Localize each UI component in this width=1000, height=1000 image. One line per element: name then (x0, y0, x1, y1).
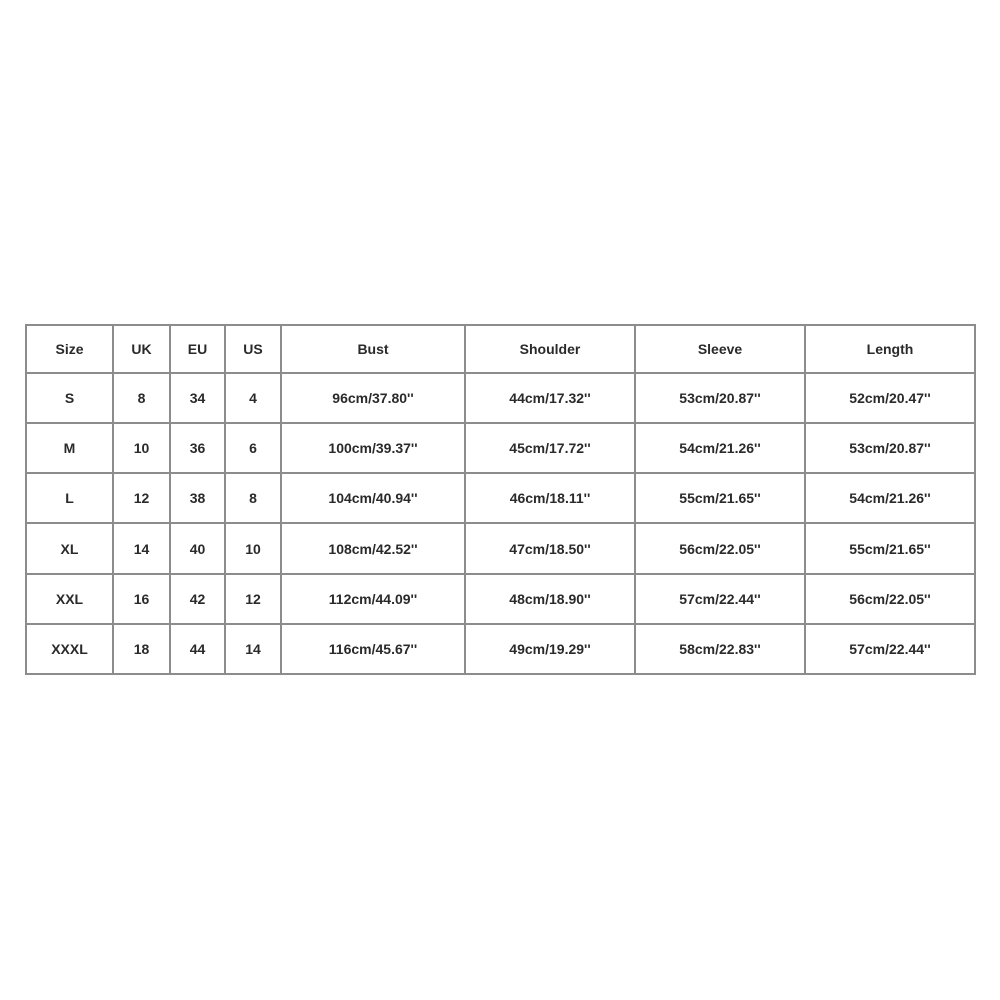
cell-shoulder: 47cm/18.50'' (465, 523, 635, 573)
header-eu: EU (170, 325, 225, 373)
header-shoulder: Shoulder (465, 325, 635, 373)
header-size: Size (26, 325, 113, 373)
cell-us: 6 (225, 423, 281, 473)
cell-shoulder: 46cm/18.11'' (465, 473, 635, 523)
cell-length: 52cm/20.47'' (805, 373, 975, 423)
cell-eu: 34 (170, 373, 225, 423)
cell-us: 8 (225, 473, 281, 523)
cell-uk: 14 (113, 523, 170, 573)
cell-shoulder: 45cm/17.72'' (465, 423, 635, 473)
cell-sleeve: 56cm/22.05'' (635, 523, 805, 573)
header-uk: UK (113, 325, 170, 373)
cell-us: 10 (225, 523, 281, 573)
cell-length: 55cm/21.65'' (805, 523, 975, 573)
cell-size: XXL (26, 574, 113, 624)
table-row (26, 624, 975, 674)
cell-bust: 116cm/45.67'' (281, 624, 465, 674)
cell-bust: 100cm/39.37'' (281, 423, 465, 473)
cell-us: 12 (225, 574, 281, 624)
cell-eu: 42 (170, 574, 225, 624)
cell-size: S (26, 373, 113, 423)
header-length: Length (805, 325, 975, 373)
cell-us: 4 (225, 373, 281, 423)
cell-size: XXXL (26, 624, 113, 674)
cell-eu: 38 (170, 473, 225, 523)
cell-length: 56cm/22.05'' (805, 574, 975, 624)
cell-sleeve: 58cm/22.83'' (635, 624, 805, 674)
cell-uk: 8 (113, 373, 170, 423)
cell-uk: 12 (113, 473, 170, 523)
cell-size: L (26, 473, 113, 523)
cell-uk: 16 (113, 574, 170, 624)
cell-eu: 44 (170, 624, 225, 674)
size-chart-table (25, 324, 976, 675)
cell-size: M (26, 423, 113, 473)
header-us: US (225, 325, 281, 373)
table-row (26, 373, 975, 423)
table-row (26, 523, 975, 573)
cell-shoulder: 49cm/19.29'' (465, 624, 635, 674)
cell-length: 57cm/22.44'' (805, 624, 975, 674)
cell-bust: 104cm/40.94'' (281, 473, 465, 523)
cell-shoulder: 48cm/18.90'' (465, 574, 635, 624)
cell-uk: 10 (113, 423, 170, 473)
cell-bust: 96cm/37.80'' (281, 373, 465, 423)
cell-eu: 36 (170, 423, 225, 473)
table-header-row (26, 325, 975, 373)
cell-sleeve: 55cm/21.65'' (635, 473, 805, 523)
header-sleeve: Sleeve (635, 325, 805, 373)
cell-length: 54cm/21.26'' (805, 473, 975, 523)
cell-us: 14 (225, 624, 281, 674)
cell-bust: 112cm/44.09'' (281, 574, 465, 624)
header-bust: Bust (281, 325, 465, 373)
table-row (26, 574, 975, 624)
cell-bust: 108cm/42.52'' (281, 523, 465, 573)
cell-uk: 18 (113, 624, 170, 674)
cell-eu: 40 (170, 523, 225, 573)
cell-shoulder: 44cm/17.32'' (465, 373, 635, 423)
table-row (26, 473, 975, 523)
cell-length: 53cm/20.87'' (805, 423, 975, 473)
cell-sleeve: 54cm/21.26'' (635, 423, 805, 473)
table-row (26, 423, 975, 473)
cell-size: XL (26, 523, 113, 573)
cell-sleeve: 53cm/20.87'' (635, 373, 805, 423)
cell-sleeve: 57cm/22.44'' (635, 574, 805, 624)
